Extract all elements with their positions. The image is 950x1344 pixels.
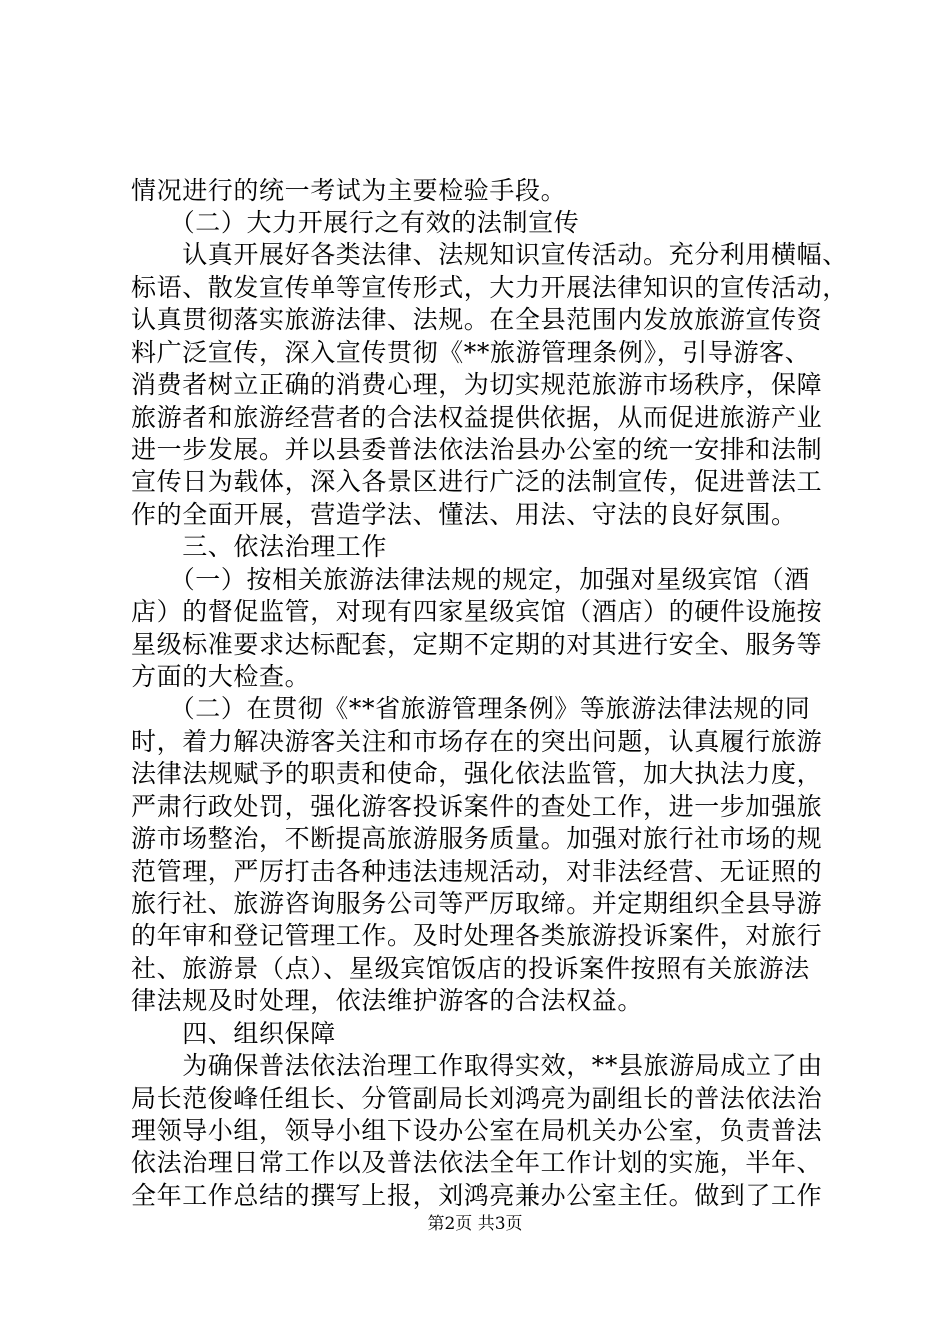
body-line: 律法规及时处理，依法维护游客的合法权益。	[131, 986, 644, 1015]
body-line: 游市场整治，不断提高旅游服务质量。加强对旅行社市场的规	[131, 824, 823, 853]
body-line: 时，着力解决游客关注和市场存在的突出问题，认真履行旅游	[131, 727, 823, 756]
body-line: 情况进行的统一考试为主要检验手段。	[131, 176, 567, 205]
body-line: （二）在贯彻《**省旅游管理条例》等旅游法律法规的同	[131, 694, 811, 723]
body-line: 消费者树立正确的消费心理，为切实规范旅游市场秩序，保障	[131, 370, 823, 399]
body-line: （一）按相关旅游法律法规的规定，加强对星级宾馆（酒	[131, 565, 810, 594]
body-line: 方面的大检查。	[131, 662, 311, 691]
section-heading: 四、组织保障	[131, 1019, 336, 1048]
body-line: 严肃行政处罚，强化游客投诉案件的查处工作，进一步加强旅	[131, 792, 823, 821]
body-line: 星级标准要求达标配套，定期不定期的对其进行安全、服务等	[131, 630, 823, 659]
page-footer: 第2页 共3页	[427, 1214, 523, 1234]
body-line: 宣传日为载体，深入各景区进行广泛的法制宣传，促进普法工	[131, 467, 823, 496]
body-line: 依法治理日常工作以及普法依法全年工作计划的实施，半年、	[131, 1148, 823, 1177]
body-line: 作的全面开展，营造学法、懂法、用法、守法的良好氛围。	[131, 500, 797, 529]
section-heading: 三、依法治理工作	[131, 532, 388, 561]
body-line: 为确保普法依法治理工作取得实效，**县旅游局成立了由	[131, 1051, 823, 1080]
body-line: 旅游者和旅游经营者的合法权益提供依据，从而促进旅游产业	[131, 403, 823, 432]
body-line: 局长范俊峰任组长、分管副局长刘鸿亮为副组长的普法依法治	[131, 1084, 823, 1113]
body-line: 全年工作总结的撰写上报，刘鸿亮兼办公室主任。做到了工作	[131, 1181, 823, 1210]
body-line: 的年审和登记管理工作。及时处理各类旅游投诉案件，对旅行	[131, 921, 823, 950]
body-line: 社、旅游景（点）、星级宾馆饭店的投诉案件按照有关旅游法	[131, 954, 810, 983]
body-line: 认真开展好各类法律、法规知识宣传活动。充分利用横幅、	[131, 240, 848, 269]
body-line: 认真贯彻落实旅游法律、法规。在全县范围内发放旅游宣传资	[131, 305, 823, 334]
body-line: 法律法规赋予的职责和使命，强化依法监管，加大执法力度，	[131, 759, 823, 788]
body-line: 理领导小组，领导小组下设办公室在局机关办公室，负责普法	[131, 1116, 823, 1145]
section-heading: （二）大力开展行之有效的法制宣传	[131, 208, 580, 237]
body-line: 范管理，严厉打击各种违法违规活动，对非法经营、无证照的	[131, 857, 823, 886]
body-line: 旅行社、旅游咨询服务公司等严厉取缔。并定期组织全县导游	[131, 889, 823, 918]
body-line: 店）的督促监管，对现有四家星级宾馆（酒店）的硬件设施按	[131, 597, 823, 626]
body-line: 进一步发展。并以县委普法依法治县办公室的统一安排和法制	[131, 435, 823, 464]
body-line: 料广泛宣传，深入宣传贯彻《**旅游管理条例》，引导游客、	[131, 338, 811, 367]
body-line: 标语、散发宣传单等宣传形式，大力开展法律知识的宣传活动，	[131, 273, 848, 302]
